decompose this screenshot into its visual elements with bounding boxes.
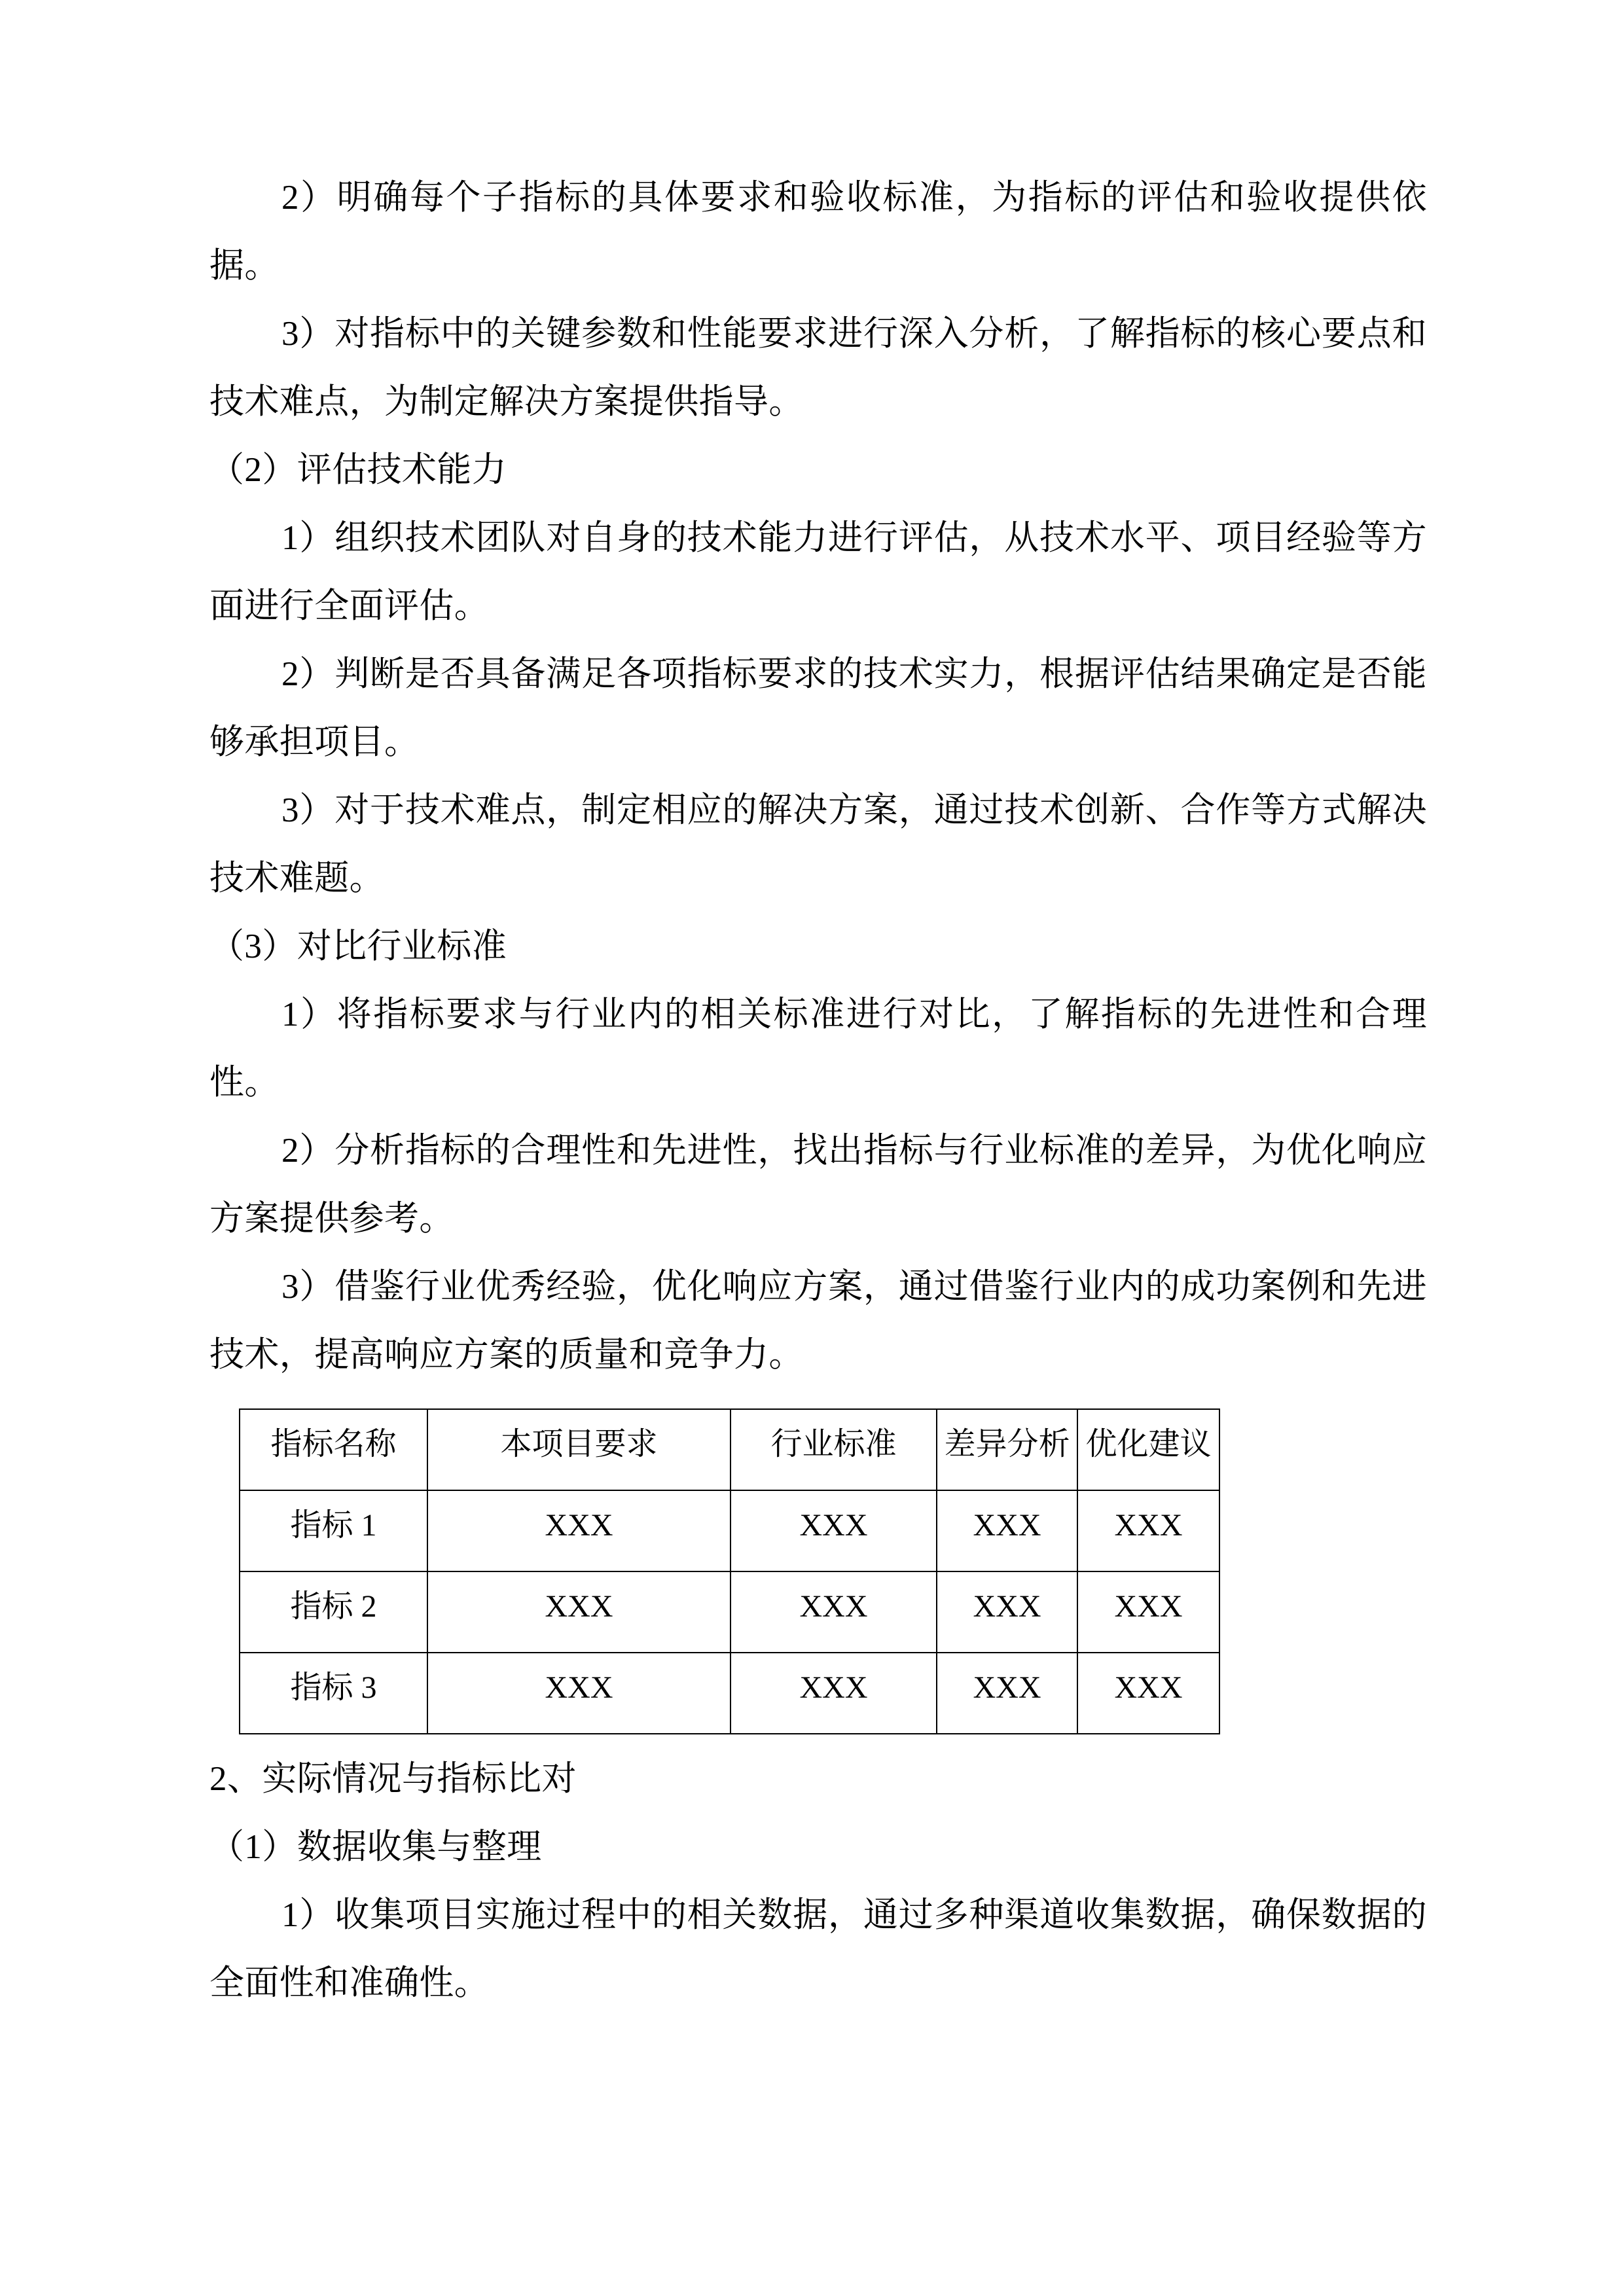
- table-container: [209, 1408, 1427, 1734]
- table-cell: XXX: [1077, 1490, 1219, 1571]
- table-cell-indicator-name: 指标 1: [240, 1490, 427, 1571]
- table-header-row: [240, 1409, 1219, 1490]
- table-header-cell: 行业标准: [731, 1409, 937, 1490]
- table-row: [240, 1490, 1219, 1571]
- indicator-comparison-table: [239, 1408, 1220, 1734]
- heading-evaluate-tech-capability: （2）评估技术能力: [209, 451, 507, 489]
- paragraph-6: 3）对于技术难点，制定相应的解决方案，通过技术创新、合作等方式解决技术难题。: [209, 791, 1427, 897]
- table-cell: XXX: [427, 1490, 731, 1571]
- table-cell: XXX: [937, 1653, 1077, 1734]
- table-cell: XXX: [427, 1571, 731, 1653]
- paragraph-5: 2）判断是否具备满足各项指标要求的技术实力，根据评估结果确定是否能够承担项目。: [209, 655, 1427, 761]
- paragraph-9: 2）分析指标的合理性和先进性，找出指标与行业标准的差异，为优化响应方案提供参考。: [209, 1132, 1427, 1238]
- table-row: [240, 1571, 1219, 1653]
- table-cell: XXX: [937, 1571, 1077, 1653]
- document-body: [209, 164, 1427, 2017]
- table-row: [240, 1653, 1219, 1734]
- table-header-cell: 本项目要求: [427, 1409, 731, 1490]
- table-cell: XXX: [731, 1653, 937, 1734]
- paragraph-4: 1）组织技术团队对自身的技术能力进行评估，从技术水平、项目经验等方面进行全面评估。: [209, 519, 1427, 625]
- table-cell-indicator-name: 指标 3: [240, 1653, 427, 1734]
- heading-actual-vs-indicator: 2、实际情况与指标比对: [209, 1760, 577, 1798]
- heading-data-collection: （1）数据收集与整理: [209, 1828, 542, 1866]
- paragraph-8: 1）将指标要求与行业内的相关标准进行对比，了解指标的先进性和合理性。: [209, 996, 1427, 1102]
- table-cell-indicator-name: 指标 2: [240, 1571, 427, 1653]
- table-cell: XXX: [1077, 1653, 1219, 1734]
- table-cell: XXX: [427, 1653, 731, 1734]
- table-header-cell: 优化建议: [1077, 1409, 1219, 1490]
- table-cell: XXX: [937, 1490, 1077, 1571]
- table-cell: XXX: [731, 1571, 937, 1653]
- paragraph-10: 3）借鉴行业优秀经验，优化响应方案，通过借鉴行业内的成功案例和先进技术，提高响应方案的质量和竞争力。: [209, 1268, 1427, 1374]
- heading-compare-industry-standard: （3）对比行业标准: [209, 927, 507, 965]
- paragraph-1: 2）明确每个子指标的具体要求和验收标准，为指标的评估和验收提供依据。: [209, 179, 1427, 285]
- paragraph-13: 1）收集项目实施过程中的相关数据，通过多种渠道收集数据，确保数据的全面性和准确性。: [209, 1896, 1427, 2002]
- table-cell: XXX: [1077, 1571, 1219, 1653]
- paragraph-2: 3）对指标中的关键参数和性能要求进行深入分析，了解指标的核心要点和技术难点，为制定解决方案提供指导。: [209, 315, 1427, 421]
- table-header-cell: 差异分析: [937, 1409, 1077, 1490]
- table-cell: XXX: [731, 1490, 937, 1571]
- table-header-cell: 指标名称: [240, 1409, 427, 1490]
